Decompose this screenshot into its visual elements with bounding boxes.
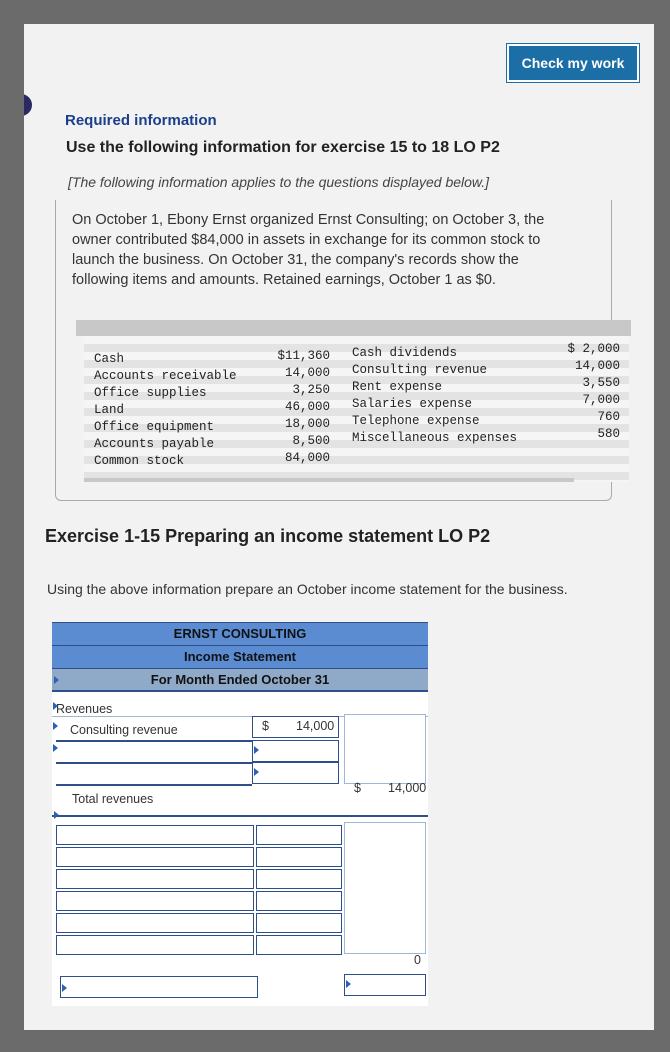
- divider: [52, 815, 428, 817]
- item-amount: 7,000: [582, 393, 620, 407]
- left-item-amounts: [264, 348, 330, 467]
- total-expenses-box: [344, 822, 426, 954]
- amount-input[interactable]: [252, 740, 339, 762]
- divider: [56, 762, 252, 764]
- total-column-box: [344, 714, 426, 784]
- item-name: Accounts payable: [94, 437, 215, 451]
- items-table-footer: [84, 478, 574, 482]
- info-paragraph: On October 1, Ebony Ernst organized Ernst Consulting; on October 3, the owner contributed $84,000 in assets in exchange for its common stock to launch the business. On October 31, the company's records show the following items and amounts. Retained earnings, October 1 as $0.: [72, 212, 545, 288]
- items-table-header: [76, 320, 631, 336]
- item-name: Cash: [94, 352, 125, 366]
- item-name: Office supplies: [94, 386, 207, 400]
- dollar-sign: $: [262, 719, 269, 733]
- page: [24, 24, 654, 1030]
- consulting-revenue-value: 14,000: [296, 719, 335, 733]
- total-expenses-value: 0: [414, 953, 421, 967]
- item-name: Land: [94, 403, 125, 417]
- item-amount: 14,000: [284, 366, 330, 380]
- item-name: Miscellaneous expenses: [352, 431, 518, 445]
- item-name: Telephone expense: [352, 414, 480, 428]
- divider: [52, 690, 428, 692]
- expense-amount-input[interactable]: [256, 869, 342, 889]
- side-marker: [24, 94, 32, 116]
- revenues-label: Revenues: [56, 702, 113, 716]
- item-amount: $11,360: [277, 349, 330, 363]
- row-marker-icon: [54, 811, 59, 819]
- item-amount: 46,000: [284, 400, 330, 414]
- income-statement-form: [52, 622, 428, 1006]
- divider: [56, 784, 252, 786]
- check-my-work-button[interactable]: Check my work: [507, 44, 639, 82]
- row-marker-icon: [53, 702, 58, 710]
- left-item-names: [94, 351, 237, 470]
- period-header: For Month Ended October 31: [52, 668, 428, 691]
- total-dollar-sign: $: [354, 781, 361, 795]
- expense-label-input[interactable]: [56, 891, 254, 911]
- expense-label-input[interactable]: [56, 869, 254, 889]
- applies-note: [The following information applies to the questions displayed below.]: [68, 174, 490, 190]
- expense-amount-input[interactable]: [256, 825, 342, 845]
- net-income-label-input[interactable]: [60, 976, 258, 998]
- amount-input[interactable]: [252, 762, 339, 784]
- row-marker-icon: [254, 746, 259, 754]
- expense-amount-input[interactable]: [256, 913, 342, 933]
- right-item-names: [352, 345, 517, 447]
- item-amount: 580: [597, 427, 620, 441]
- item-amount: 14,000: [574, 359, 620, 373]
- row-marker-icon: [62, 984, 67, 992]
- expense-label-input[interactable]: [56, 825, 254, 845]
- right-item-amounts: [554, 341, 620, 443]
- item-name: Rent expense: [352, 380, 443, 394]
- total-revenues-value: 14,000: [388, 781, 427, 795]
- item-amount: $ 2,000: [567, 342, 620, 356]
- item-amount: 84,000: [284, 451, 330, 465]
- row-marker-icon: [54, 676, 59, 684]
- expense-label-input[interactable]: [56, 847, 254, 867]
- divider: [56, 740, 252, 742]
- row-marker-icon: [53, 722, 58, 730]
- item-name: Salaries expense: [352, 397, 473, 411]
- row-marker-icon: [254, 768, 259, 776]
- item-name: Common stock: [94, 454, 185, 468]
- expense-amount-input[interactable]: [256, 935, 342, 955]
- item-name: Cash dividends: [352, 346, 458, 360]
- row-marker-icon: [346, 980, 351, 988]
- item-amount: 3,250: [292, 383, 330, 397]
- item-amount: 18,000: [284, 417, 330, 431]
- expense-amount-input[interactable]: [256, 891, 342, 911]
- instruction-text: Using the above information prepare an October income statement for the business.: [47, 581, 568, 597]
- required-information-label: Required information: [65, 112, 217, 129]
- total-revenues-label[interactable]: Total revenues: [72, 792, 154, 806]
- statement-title-header: Income Statement: [52, 645, 428, 668]
- exercise-title: Exercise 1-15 Preparing an income statement LO P2: [45, 526, 491, 546]
- item-name: Accounts receivable: [94, 369, 237, 383]
- item-name: Consulting revenue: [352, 363, 488, 377]
- use-heading: Use the following information for exercise 15 to 18 LO P2: [66, 139, 500, 156]
- item-amount: 8,500: [292, 434, 330, 448]
- item-amount: 3,550: [582, 376, 620, 390]
- consulting-revenue-label[interactable]: Consulting revenue: [70, 723, 178, 737]
- row-marker-icon: [53, 744, 58, 752]
- net-income-amount-input[interactable]: [344, 974, 426, 996]
- expense-label-input[interactable]: [56, 913, 254, 933]
- company-name-header: ERNST CONSULTING: [52, 622, 428, 645]
- item-amount: 760: [597, 410, 620, 424]
- item-name: Office equipment: [94, 420, 215, 434]
- expense-label-input[interactable]: [56, 935, 254, 955]
- expense-amount-input[interactable]: [256, 847, 342, 867]
